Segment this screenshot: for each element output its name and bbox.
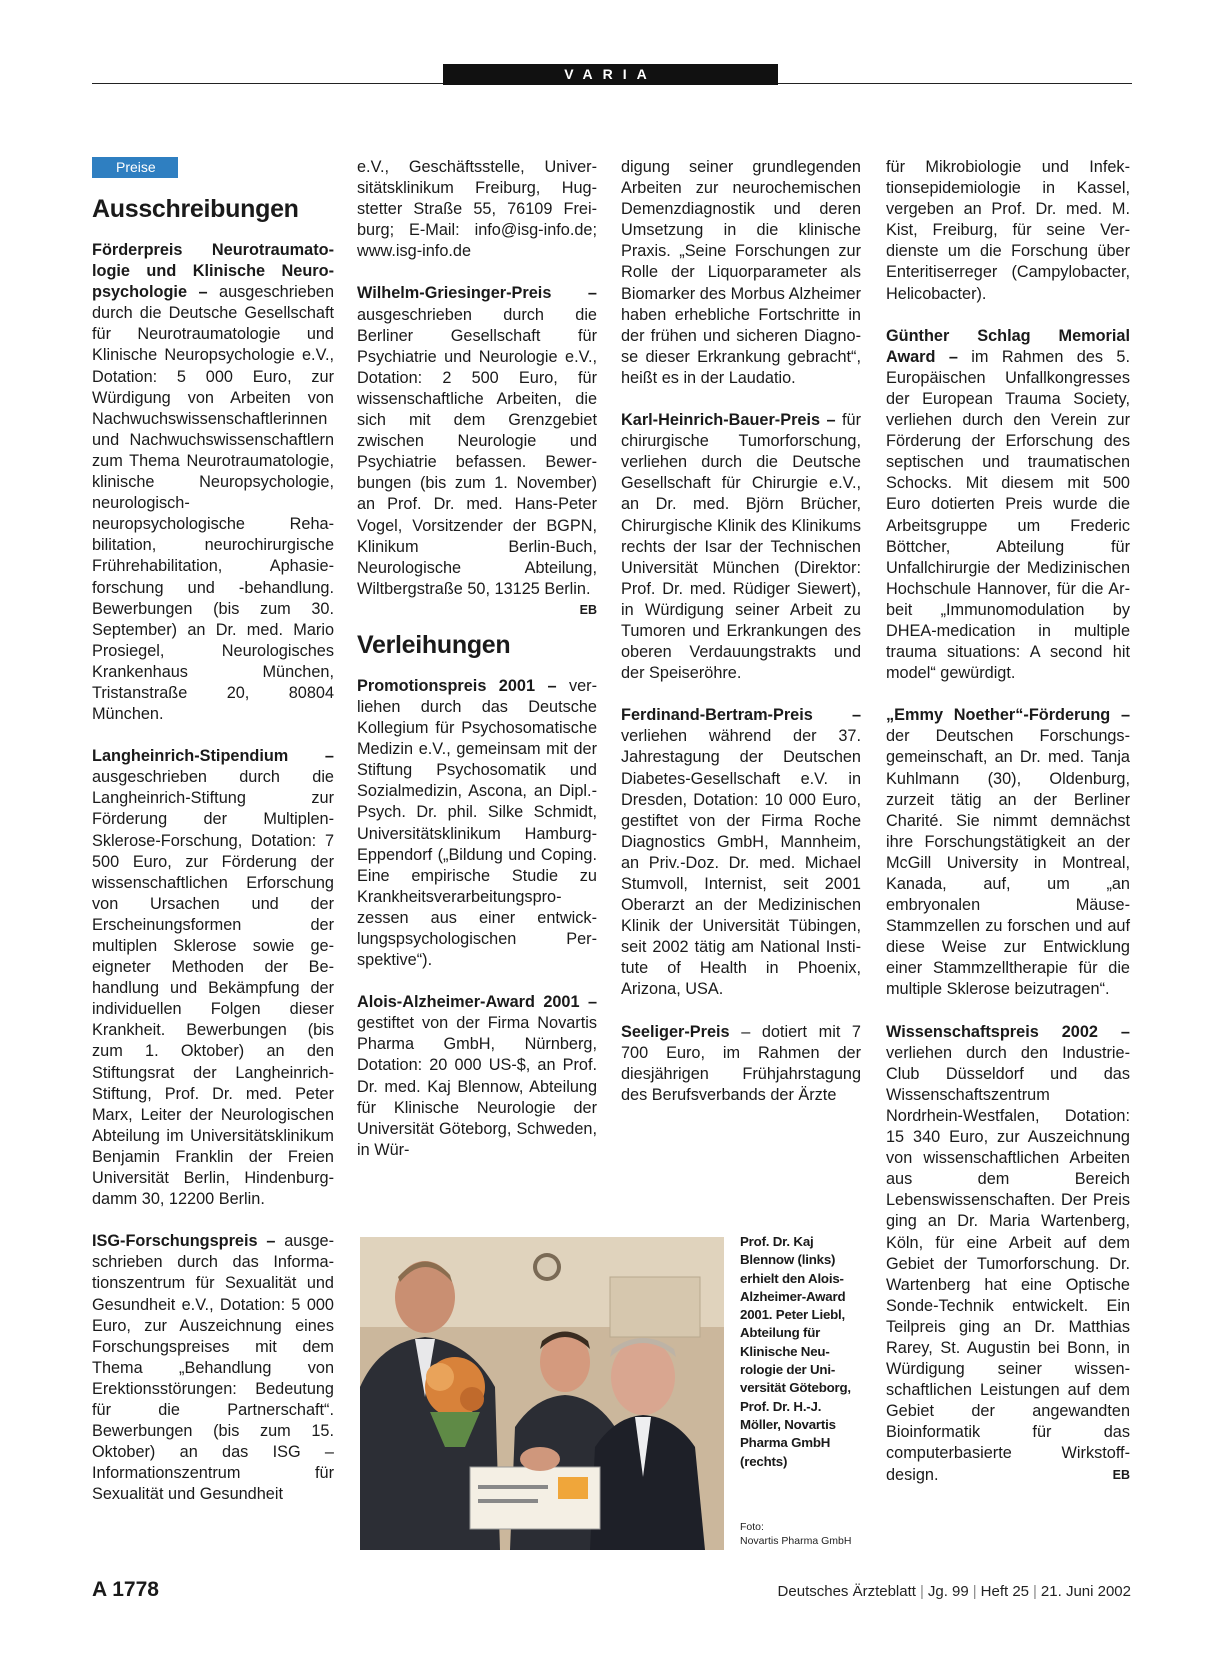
article-paragraph [886,157,1130,305]
paragraph-text: ausgeschrieben durch die Deutsche Gesellschaft für Neurotraumatologie und Klinische Neuropsychologie e.V., Dotation: 5 000 Euro, zur Würdigung von Arbeiten von Nachwuchswissenschaftlerinnen und Nachwuchswissenschaftlern zum Thema Neurotraumatologie, klinische Neuropsychologie, neurologisch-neuropsychologische Rehabilitation, neurochirurgische Frührehabilitation, Aphasieforschung und -behandlung. Bewerbungen (bis zum 30. September) an Dr. med. Mario Prosiegel, Neurologisches Krankenhaus München, Tristanstraße 20, 80804 München. [92,283,334,724]
journal-volume: Jg. 99 [927,1583,969,1600]
paragraph-title: Alois-Alzheimer-Award 2001 – [357,993,597,1012]
paragraph-text: ausgeschrieben durch die Langheinrich-Stiftung zur Förderung der Multiplen-Sklerose-Forschung, Dotation: 7 500 Euro, zur Förderung der wissenschaftlichen Erforschung von Ursachen und der Erscheinungsformen der multiplen Sklerose sowie geeigneter Methoden der Behandlung und Bekämpfung der individuellen Folgen dieser Krankheit. Bewerbungen (bis zum 1. Oktober) an den Stiftungsrat der Langheinrich-Stiftung, Prof. Dr. med. Peter Marx, Leiter der Neurologischen Abteilung im Universitätsklinikum Benjamin Franklin der Freien Universität Berlin, Hindenburgdamm 30, 12200 Berlin. [92,768,334,1209]
paragraph-text: ausgeschrieben durch die Berliner Gesellschaft für Psychiatrie und Neurologie e.V., Dotation: 2 500 Euro, für wissenschaftliche Arbeiten, die sich mit dem Grenzgebiet zwischen Neurologie und Psychiatrie befassen. Bewerbungen (bis zum 1. November) an Prof. Dr. med. Hans-Peter Vogel, Vorsitzender der BGPN, Klinikum Berlin-Buch, Neurologische Abteilung, Wiltbergstraße 50, 13125 Berlin. [357,305,597,598]
paragraph-title: Wissenschaftspreis 2002 – [886,1022,1130,1041]
article-paragraph [357,283,597,617]
paragraph-title: Langheinrich-Stipendium – [92,747,334,766]
article-paragraph [92,1231,334,1505]
article-paragraph [621,705,861,1000]
photo-credit-source: Novartis Pharma GmbH [740,1535,852,1547]
photo-credit-label: Foto: [740,1521,764,1533]
photo-caption: Prof. Dr. Kaj Blennow (links) erhielt den Alois-Alzheimer-Award 2001. Peter Liebl, Abteilung für Klinische Neurologie der Universität Göteborg, Prof. Dr. H.-J. Möller, Novartis Pharma GmbH (rechts) [740,1234,851,1469]
paragraph-title: ISG-Forschungspreis – [92,1232,276,1251]
article-paragraph [357,992,597,1161]
photo-credit [740,1520,870,1548]
paragraph-text: für chirurgische Tumorforschung, verliehen durch die Deutsche Gesellschaft für Chirurgie e.V., an Dr. med. Björn Brücher, Chirurgische Klinik des Klinikums rechts der Isar der Technischen Universität München (Direktor: Prof. Dr. med. Rüdiger Siewert), in Würdigung seiner Arbeit zu Tumoren und Erkrankungen des oberen Verdauungstrakts und der Speiseröhre. [621,411,862,683]
paragraph-text: verliehen durch das Deutsche Kollegium für Psychosomatische Medizin e.V., gemeinsam mit der Stiftung Psychosomatik und Sozialmedizin, Ascona, an Dipl.-Psych. Dr. phil. Silke Schmidt, Universitätsklinikum Hamburg-Eppendorf („Bildung und Coping. Eine empirische Studie zu Krankheitsverarbeitungsprozessen aus einer entwicklungspsychologischen Perspektive“). [357,676,597,970]
paragraph-text: e.V., Geschäftsstelle, Universitätsklinikum Freiburg, Hugstetter Straße 55, 76109 Freiburg; E-Mail: info@isg-info.de; www.isg-info.de [357,158,597,261]
heading-verleihungen: Verleihungen [357,630,511,659]
category-tag: Preise [92,157,178,178]
paragraph-title: Günther Schlag Memorial Award – [886,326,1130,366]
journal-name: Deutsches Ärzteblatt [777,1583,916,1600]
article-paragraph [886,705,1130,1000]
author-sign: EB [1112,1467,1130,1482]
paragraph-title: Wilhelm-Griesinger-Preis – [357,284,597,303]
section-label: VARIA [443,64,778,85]
paragraph-title: Seeliger-Preis [621,1022,730,1041]
photo-illustration [360,1237,724,1550]
journal-issue: Heft 25 [980,1583,1030,1600]
paragraph-text: gestiftet von der Firma Novartis Pharma GmbH, Nürnberg, Dotation: 20 000 US-$, an Prof. Dr. med. Kaj Blennow, Abteilung für Klinische Neurologie der Universität Göteborg, Schweden, in Wür- [357,1014,597,1159]
article-paragraph [621,1022,861,1106]
footer-journal-info: Deutsches Ärzteblatt | Jg. 99 | Heft 25 | 21. Juni 2002 [777,1583,1131,1600]
paragraph-title: „Emmy Noether“-Förderung – [886,706,1130,725]
article-paragraph [621,157,861,389]
author-sign: EB [579,602,597,617]
paragraph-text: ausgeschrieben durch das Informationszentrum für Sexualität und Gesundheit e.V., Dotation: 5 000 Euro, zur Auszeichnung eines Forschungspreises mit dem Thema „Behandlung von Erektionsstörungen: Bedeutung für die Partnerschaft“. Bewerbungen (bis zum 15. Oktober) an das ISG – Informationszentrum für Sexualität und Gesundheit [92,1232,335,1504]
heading-ausschreibungen: Ausschreibungen [92,195,299,223]
paragraph-text: der Deutschen Forschungsgemeinschaft, an Dr. med. Tanja Kuhlmann (30), Oldenburg, zurzeit tätig an der Berliner Charité. Sie nimmt demnächst ihre Forschungstätigkeit an der McGill University in Montreal, Kanada, auf, um „an embryonalen Mäuse-Stammzellen zu forschen und auf diese Weise zur Entwicklung einer Stammzelltherapie für die multiple Sklerose beizutragen“. [886,727,1130,999]
article-paragraph [886,1022,1130,1486]
article-paragraph [357,157,597,262]
paragraph-text: verliehen während der 37. Jahrestagung der Deutschen Diabetes-Gesellschaft e.V. in Dresden, Dotation: 10 000 Euro, gestiftet von der Firma Roche Diagnostics GmbH, Mannheim, an Priv.-Doz. Dr. med. Michael Stumvoll, Internist, seit 2001 Oberarzt an der Medizinischen Klinik der Universität Tübingen, seit 2002 tätig am National Institute of Health in Phoenix, Arizona, USA. [621,727,861,999]
paragraph-text: – dotiert mit 7 700 Euro, im Rahmen der diesjährigen Frühjahrstagung des Berufsverbands der Ärzte [621,1022,861,1104]
column-4 [886,157,1130,1507]
article-paragraph [92,240,334,725]
column-1 [92,157,334,1526]
paragraph-title: Promotionspreis 2001 – [357,676,557,695]
article-paragraph [357,676,597,971]
paragraph-title: Förderpreis Neurotraumatologie und Klinische Neuropsychologie – [92,241,334,302]
paragraph-text: digung seiner grundlegenden Arbeiten zur neurochemischen Demenzdiagnostik und deren Umsetzung in die klinische Praxis. „Seine Forschungen zur Rolle der Liquorparameter als Biomarker des Morbus Alzheimer haben erhebliche Fortschritte in der frühen und sicheren Diagnose dieser Erkrankung gebracht“, heißt es in der Laudatio. [621,158,861,387]
award-photo [360,1237,724,1550]
paragraph-text: verliehen durch den Industrie-Club Düsseldorf und das Wissenschaftszentrum Nordrhein-Westfalen, Dotation: 15 340 Euro, zur Auszeichnung von wissenschaftlichen Arbeiten aus dem Bereich Lebenswissenschaften. Der Preis ging an Dr. Maria Wartenberg, Köln, für eine Arbeit auf dem Gebiet der Tumorforschung. Dr. Wartenberg hat eine Optische Sonde-Technik entwickelt. Ein Teilpreis ging an Dr. Matthias Rarey, St. Augustin bei Bonn, in Würdigung seiner wissenschaftlichen Leistungen auf dem Gebiet der angewandten Bioinformatik für das computerbasierte Wirkstoffdesign. [886,1043,1130,1484]
article-paragraph [92,746,334,1210]
article-paragraph [886,326,1130,685]
column-2 [357,157,597,1182]
paragraph-text: für Mikrobiologie und Infektionsepidemiologie in Kassel, vergeben an Prof. Dr. med. M. Kist, Freiburg, für seine Verdienste um die Forschung über Enteritiserreger (Campylobacter, Helicobacter). [886,158,1130,303]
journal-date: 21. Juni 2002 [1040,1583,1131,1600]
page-number: A 1778 [92,1578,159,1601]
paragraph-title: Ferdinand-Bertram-Preis – [621,706,861,725]
column-3 [621,157,861,1127]
paragraph-text: im Rahmen des 5. Europäischen Unfallkongresses der European Trauma Society, verliehen durch den Verein zur Förderung der Erforschung des septischen und traumatischen Schocks. Mit diesem mit 500 Euro dotierten Preis wurde die Arbeitsgruppe um Frederic Böttcher, Abteilung für Unfallchirurgie der Medizinischen Hochschule Hannover, für die Arbeit „Immunomodulation by DHEA-medication in multiple trauma situations: A second hit model“ gewürdigt. [886,347,1130,683]
article-paragraph [621,410,861,684]
paragraph-title: Karl-Heinrich-Bauer-Preis – [621,411,836,430]
